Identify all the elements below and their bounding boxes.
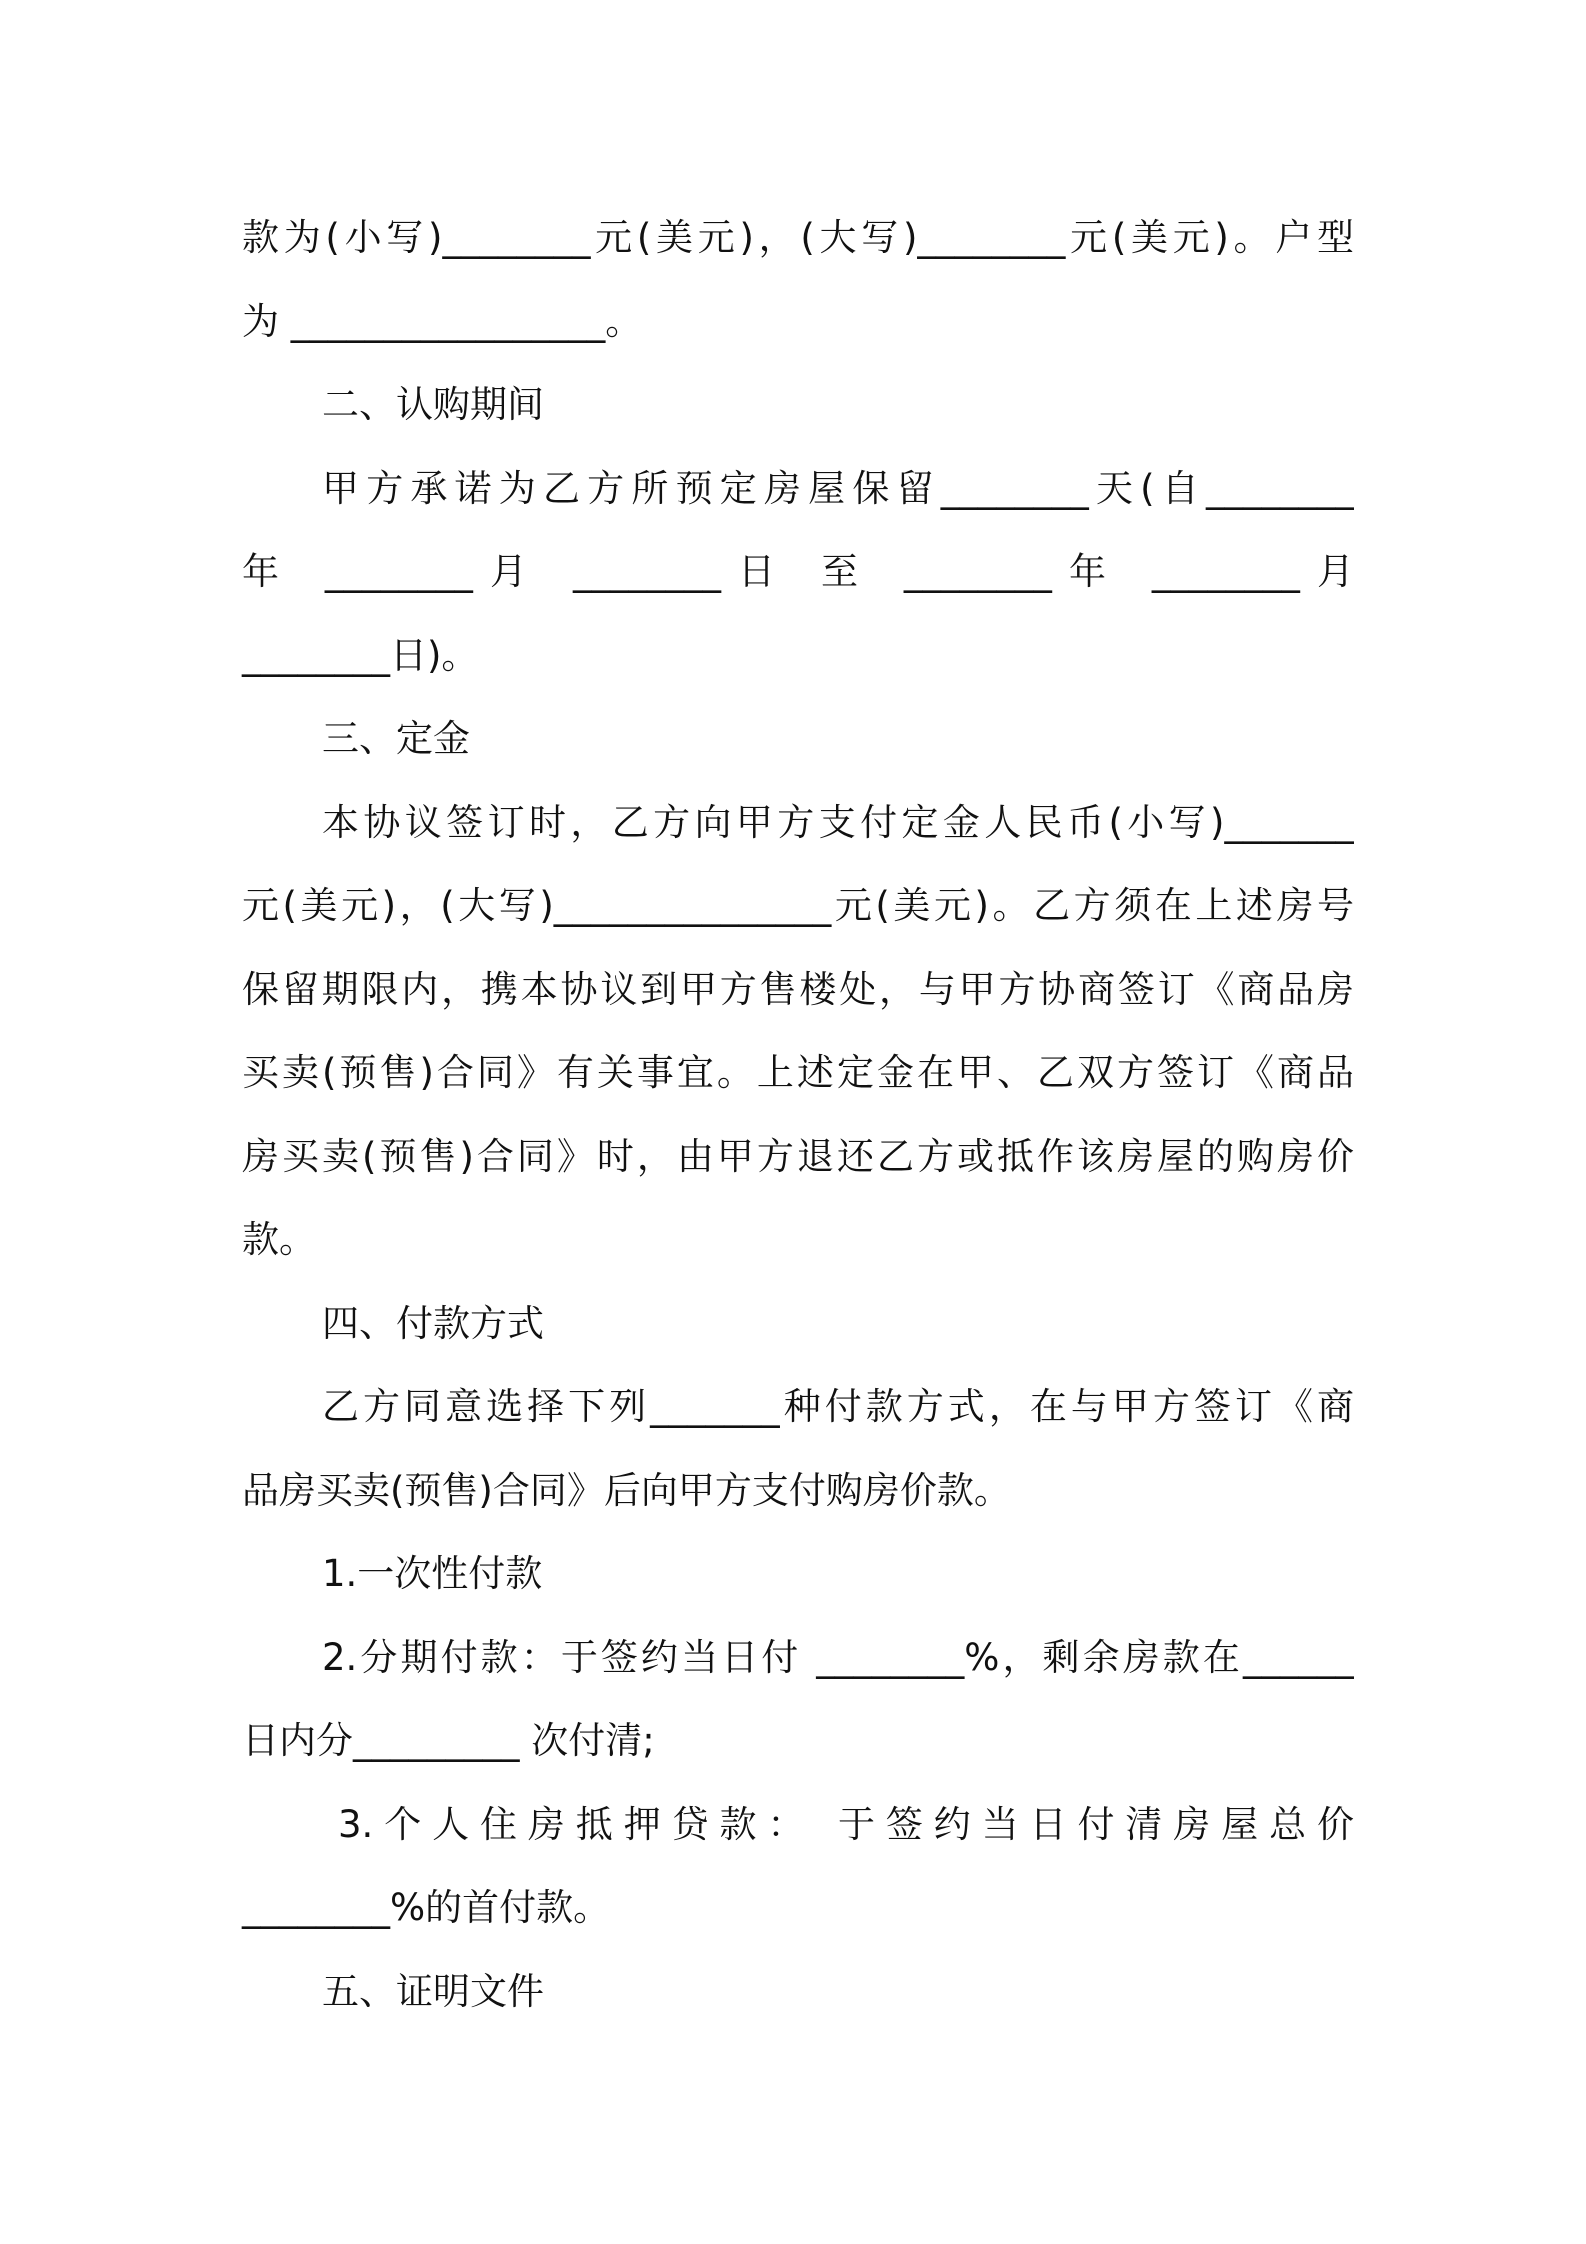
text-line: 房买卖(预售)合同》时，由甲方退还乙方或抵作该房屋的购房价	[242, 1134, 1354, 1178]
section-heading: 二、认购期间	[322, 383, 544, 426]
section-heading: 五、证明文件	[322, 1969, 544, 2013]
text-line: 甲方承诺为乙方所预定房屋保留________天(自________	[322, 466, 1354, 510]
text-line: 乙方同意选择下列_______种付款方式，在与甲方签订《商	[322, 1385, 1354, 1428]
section-heading: 四、付款方式	[322, 1301, 544, 1345]
text-line: 为 _________________。	[242, 299, 643, 343]
text-line: 元(美元)，(大写)_______________元(美元)。乙方须在上述房号	[242, 884, 1354, 927]
text-line: ________日)。	[242, 633, 479, 677]
text-line: 款。	[242, 1218, 316, 1261]
list-item: 1.一次性付款	[322, 1552, 543, 1595]
text-line: 品房买卖(预售)合同》后向甲方支付购房价款。	[242, 1468, 1011, 1512]
list-item: 2.分期付款：于签约当日付 ________%，剩余房款在______	[322, 1635, 1354, 1679]
section-heading: 三、定金	[322, 717, 470, 760]
text-line: 保留期限内，携本协议到甲方售楼处，与甲方协商签订《商品房	[242, 967, 1354, 1011]
list-item: 3.个人住房抵押贷款： 于签约当日付清房屋总价	[338, 1802, 1354, 1846]
text-line: 本协议签订时，乙方向甲方支付定金人民币(小写)_______	[322, 800, 1354, 844]
text-line: 年 ________月 ________日 至 ________年 ________月	[242, 550, 1354, 593]
text-line: 日内分_________ 次付清;	[242, 1719, 655, 1762]
text-line: 款为(小写)________元(美元)，(大写)________元(美元)。户型	[242, 216, 1354, 259]
text-line: 买卖(预售)合同》有关事宜。上述定金在甲、乙双方签订《商品	[242, 1051, 1354, 1094]
text-line: ________%的首付款。	[242, 1886, 611, 1929]
document-body	[242, 196, 1354, 2033]
